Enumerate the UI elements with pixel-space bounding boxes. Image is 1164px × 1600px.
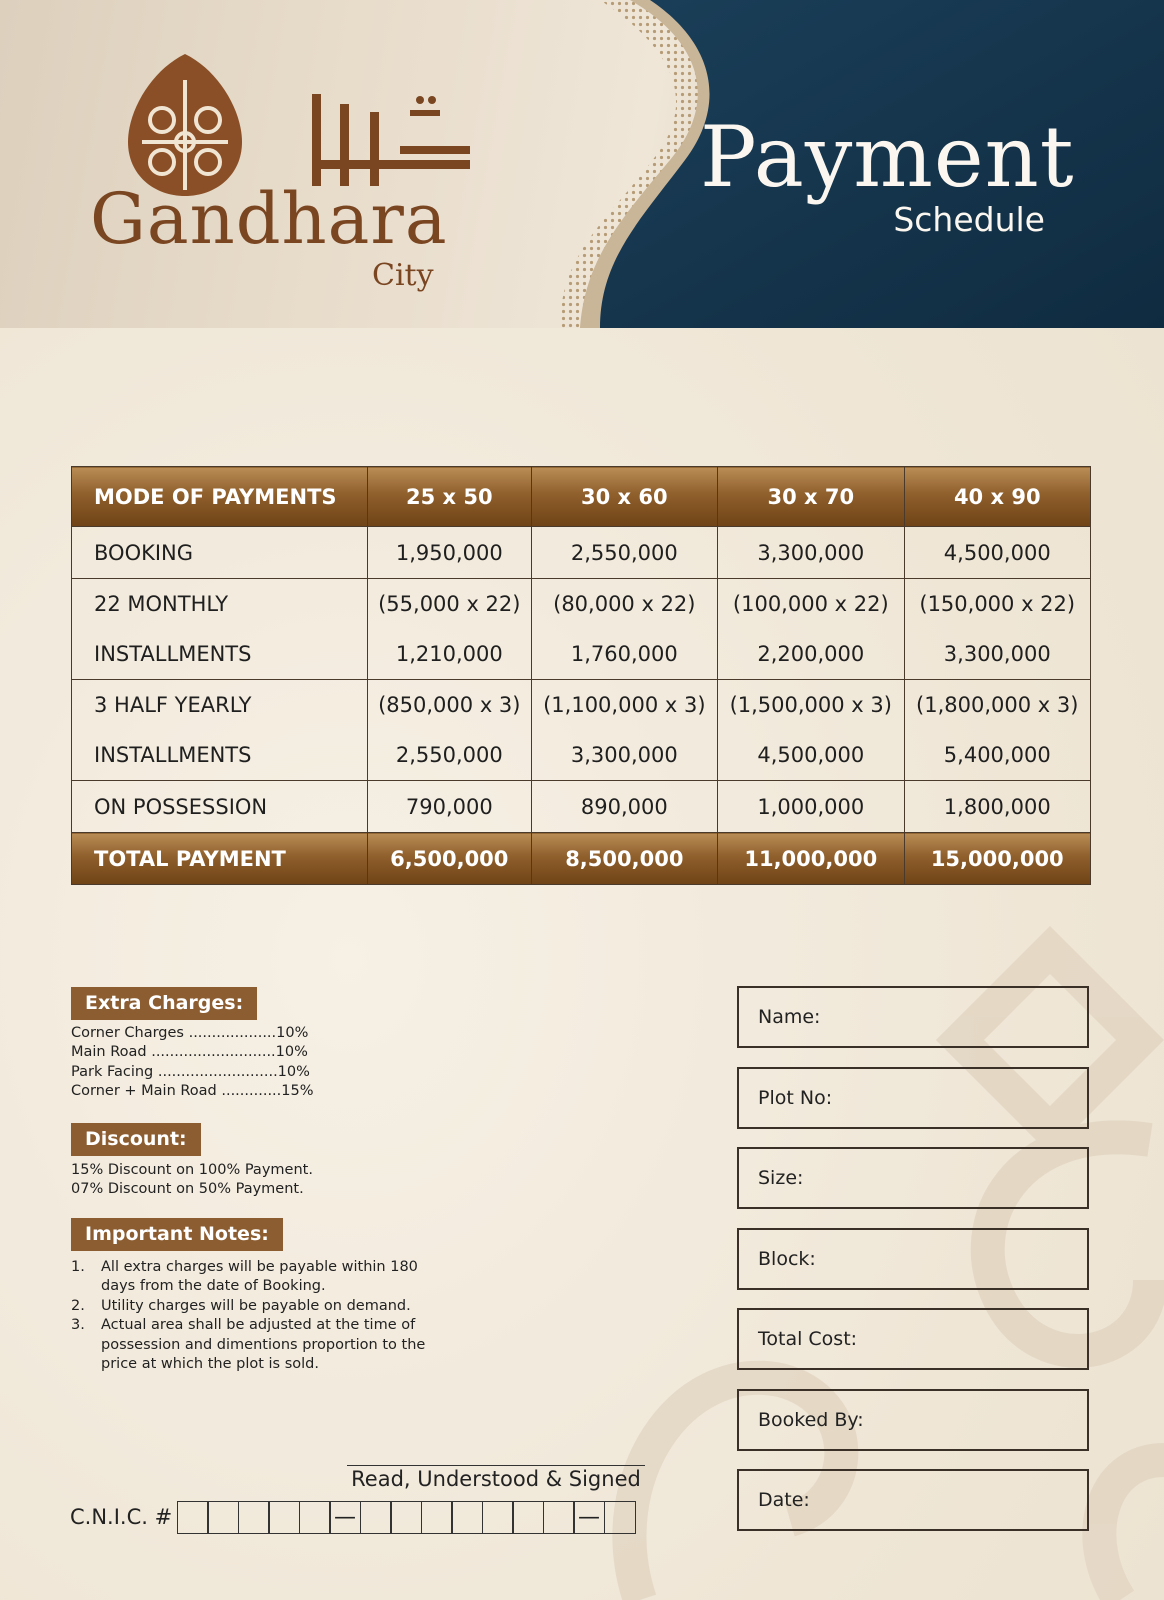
table-cell: 4,500,000 bbox=[904, 527, 1091, 579]
field-label: Booked By: bbox=[758, 1409, 864, 1431]
table-cell: 2,550,000 bbox=[368, 730, 532, 781]
booked-by-field[interactable] bbox=[737, 1389, 1089, 1451]
list-item: 1. All extra charges will be payable within 180 days from the date of Booking. bbox=[71, 1259, 418, 1295]
date-field[interactable] bbox=[737, 1469, 1089, 1531]
size-field[interactable] bbox=[737, 1147, 1089, 1209]
list-item: 2. Utility charges will be payable on demand. bbox=[71, 1297, 411, 1314]
cnic-digit-box[interactable] bbox=[604, 1501, 636, 1534]
page-subtitle: Schedule bbox=[893, 200, 1045, 239]
list-item: Park Facing ..........................10% bbox=[71, 1063, 310, 1080]
cnic-dash-box: — bbox=[329, 1501, 361, 1534]
table-cell: 790,000 bbox=[368, 781, 532, 833]
cnic-digit-box[interactable] bbox=[390, 1501, 422, 1534]
header-cell-size: 25 x 50 bbox=[368, 467, 532, 527]
block-field[interactable] bbox=[737, 1228, 1089, 1290]
row-label: 22 MONTHLY bbox=[72, 579, 368, 630]
field-label: Plot No: bbox=[758, 1087, 833, 1109]
table-header-row bbox=[72, 467, 1091, 527]
table-cell: 1,800,000 bbox=[904, 781, 1091, 833]
cnic-digit-box[interactable] bbox=[238, 1501, 270, 1534]
cnic-dash-box: — bbox=[573, 1501, 605, 1534]
list-item: Corner Charges ...................10% bbox=[71, 1025, 309, 1041]
cnic-digit-box[interactable] bbox=[207, 1501, 239, 1534]
table-cell: 3,300,000 bbox=[531, 730, 717, 781]
discount-heading: Discount: bbox=[71, 1123, 201, 1156]
table-cell: (100,000 x 22) bbox=[718, 579, 904, 630]
table-cell: 15,000,000 bbox=[904, 833, 1091, 885]
table-cell: 1,000,000 bbox=[718, 781, 904, 833]
list-item: 15% Discount on 100% Payment. bbox=[71, 1162, 313, 1178]
field-label: Size: bbox=[758, 1167, 804, 1189]
table-row-monthly-formula bbox=[72, 579, 1091, 630]
total-cost-field[interactable] bbox=[737, 1308, 1089, 1370]
table-cell: 8,500,000 bbox=[531, 833, 717, 885]
list-item: 07% Discount on 50% Payment. bbox=[71, 1181, 304, 1198]
row-label: INSTALLMENTS bbox=[72, 730, 368, 781]
field-label: Block: bbox=[758, 1248, 816, 1270]
cnic-digit-box[interactable] bbox=[421, 1501, 453, 1534]
table-cell: 5,400,000 bbox=[904, 730, 1091, 781]
extra-charges-list bbox=[71, 1024, 314, 1102]
signature-label: Read, Understood & Signed bbox=[351, 1467, 641, 1491]
important-notes-list bbox=[71, 1258, 431, 1374]
cnic-digit-box[interactable] bbox=[299, 1501, 331, 1534]
table-cell: 2,550,000 bbox=[531, 527, 717, 579]
signature-line[interactable] bbox=[347, 1465, 645, 1466]
list-item: Corner + Main Road .............15% bbox=[71, 1083, 314, 1100]
field-label: Total Cost: bbox=[758, 1328, 858, 1350]
table-cell: (850,000 x 3) bbox=[368, 680, 532, 731]
table-row-booking bbox=[72, 527, 1091, 579]
list-item: 3. Actual area shall be adjusted at the time of possession and dimentions proportion to the price at which the plot is sold. bbox=[71, 1317, 426, 1373]
page-title: Payment bbox=[700, 108, 1075, 206]
table-row-monthly-total bbox=[72, 629, 1091, 680]
cnic-label: C.N.I.C. # bbox=[70, 1505, 173, 1529]
name-field[interactable] bbox=[737, 986, 1089, 1048]
header-cell-size: 30 x 70 bbox=[718, 467, 904, 527]
cnic-digit-box[interactable] bbox=[512, 1501, 544, 1534]
table-cell: (55,000 x 22) bbox=[368, 579, 532, 630]
cnic-digit-box[interactable] bbox=[482, 1501, 514, 1534]
extra-charges-heading: Extra Charges: bbox=[71, 987, 257, 1020]
header-cell-size: 30 x 60 bbox=[531, 467, 717, 527]
table-cell: 3,300,000 bbox=[718, 527, 904, 579]
header-banner bbox=[0, 0, 1164, 328]
table-row-half-yearly-formula bbox=[72, 680, 1091, 731]
table-cell: 3,300,000 bbox=[904, 629, 1091, 680]
row-label: INSTALLMENTS bbox=[72, 629, 368, 680]
important-notes-heading: Important Notes: bbox=[71, 1218, 283, 1251]
table-cell: (80,000 x 22) bbox=[531, 579, 717, 630]
table-cell: 2,200,000 bbox=[718, 629, 904, 680]
table-row-total bbox=[72, 833, 1091, 885]
payment-schedule-table bbox=[71, 466, 1091, 885]
table-cell: 890,000 bbox=[531, 781, 717, 833]
table-cell: 11,000,000 bbox=[718, 833, 904, 885]
table-cell: (1,500,000 x 3) bbox=[718, 680, 904, 731]
row-label: 3 HALF YEARLY bbox=[72, 680, 368, 731]
table-cell: 1,950,000 bbox=[368, 527, 532, 579]
brand-name: Gandhara bbox=[90, 178, 448, 260]
table-row-possession bbox=[72, 781, 1091, 833]
cnic-digit-box[interactable] bbox=[268, 1501, 300, 1534]
discount-list bbox=[71, 1161, 313, 1200]
plot-no-field[interactable] bbox=[737, 1067, 1089, 1129]
cnic-digit-box[interactable] bbox=[543, 1501, 575, 1534]
table-cell: (150,000 x 22) bbox=[904, 579, 1091, 630]
table-cell: 1,210,000 bbox=[368, 629, 532, 680]
table-cell: 6,500,000 bbox=[368, 833, 532, 885]
cnic-digit-box[interactable] bbox=[177, 1501, 209, 1534]
header-cell-size: 40 x 90 bbox=[904, 467, 1091, 527]
cnic-input[interactable] bbox=[178, 1501, 636, 1534]
list-item: Main Road ...........................10% bbox=[71, 1044, 308, 1061]
table-cell: 1,760,000 bbox=[531, 629, 717, 680]
field-label: Date: bbox=[758, 1489, 810, 1511]
table-cell: (1,800,000 x 3) bbox=[904, 680, 1091, 731]
header-cell-mode: MODE OF PAYMENTS bbox=[72, 467, 368, 527]
row-label: TOTAL PAYMENT bbox=[72, 833, 368, 885]
table-cell: (1,100,000 x 3) bbox=[531, 680, 717, 731]
cnic-digit-box[interactable] bbox=[360, 1501, 392, 1534]
cnic-digit-box[interactable] bbox=[451, 1501, 483, 1534]
brand-city: City bbox=[372, 258, 434, 293]
urdu-logotype-icon bbox=[300, 90, 480, 190]
row-label: BOOKING bbox=[72, 527, 368, 579]
field-label: Name: bbox=[758, 1006, 821, 1028]
row-label: ON POSSESSION bbox=[72, 781, 368, 833]
table-cell: 4,500,000 bbox=[718, 730, 904, 781]
table-row-half-yearly-total bbox=[72, 730, 1091, 781]
